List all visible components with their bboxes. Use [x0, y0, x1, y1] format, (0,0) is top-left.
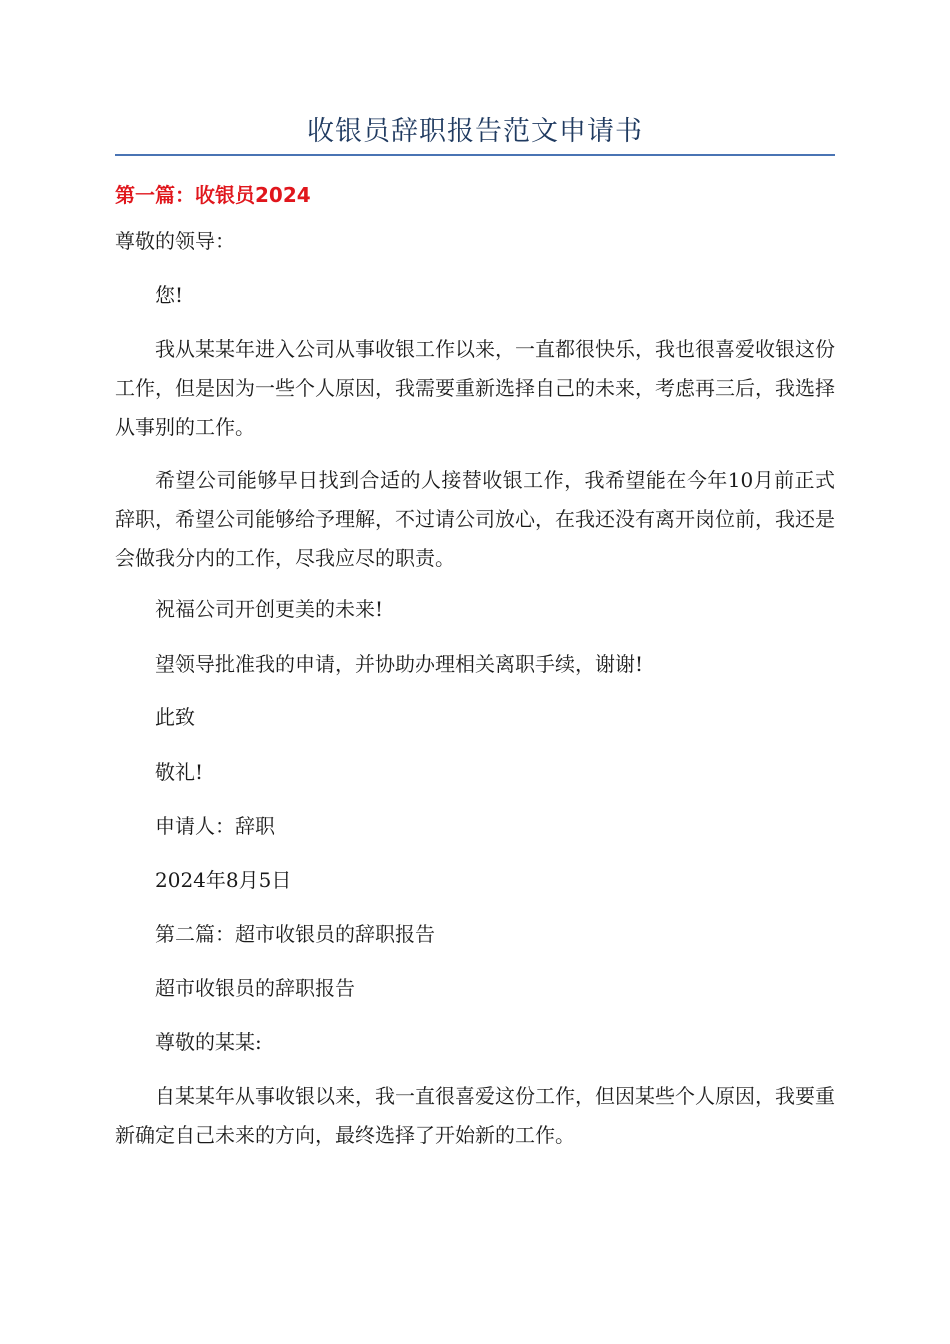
- section-two-paragraph: 自某某年从事收银以来，我一直很喜爱这份工作，但因某些个人原因，我要重新确定自己未来的方向，最终选择了开始新的工作。: [115, 1084, 835, 1147]
- document-title: 收银员辞职报告范文申请书: [307, 116, 643, 147]
- title-underline: [115, 154, 835, 156]
- section-two-heading: 第二篇：超市收银员的辞职报告: [155, 922, 435, 946]
- section-two-title: 超市收银员的辞职报告: [155, 976, 355, 1000]
- greeting: 您!: [155, 283, 184, 307]
- paragraph-1: 我从某某年进入公司从事收银工作以来，一直都很快乐，我也很喜爱收银这份工作，但是因为一些个人原因，我需要重新选择自己的未来，考虑再三后，我选择从事别的工作。: [115, 337, 835, 439]
- paragraph-2: 希望公司能够早日找到合适的人接替收银工作，我希望能在今年10月前正式辞职，希望公司能够给予理解，不过请公司放心，在我还没有离开岗位前，我还是会做我分内的工作，尽我应尽的职责。: [115, 468, 835, 570]
- closing-line-1: 此致: [155, 705, 195, 729]
- section-two-salutation: 尊敬的某某:: [155, 1030, 262, 1054]
- wish-line: 祝福公司开创更美的未来!: [155, 597, 384, 621]
- salutation: 尊敬的领导：: [115, 229, 235, 253]
- date-line: 2024年8月5日: [155, 868, 292, 892]
- applicant-line: 申请人：辞职: [155, 814, 275, 838]
- document-page: [115, 0, 835, 1344]
- request-line: 望领导批准我的申请，并协助办理相关离职手续，谢谢!: [155, 652, 644, 676]
- section-one-heading: 第一篇：收银员2024: [115, 183, 311, 207]
- closing-line-2: 敬礼!: [155, 760, 204, 784]
